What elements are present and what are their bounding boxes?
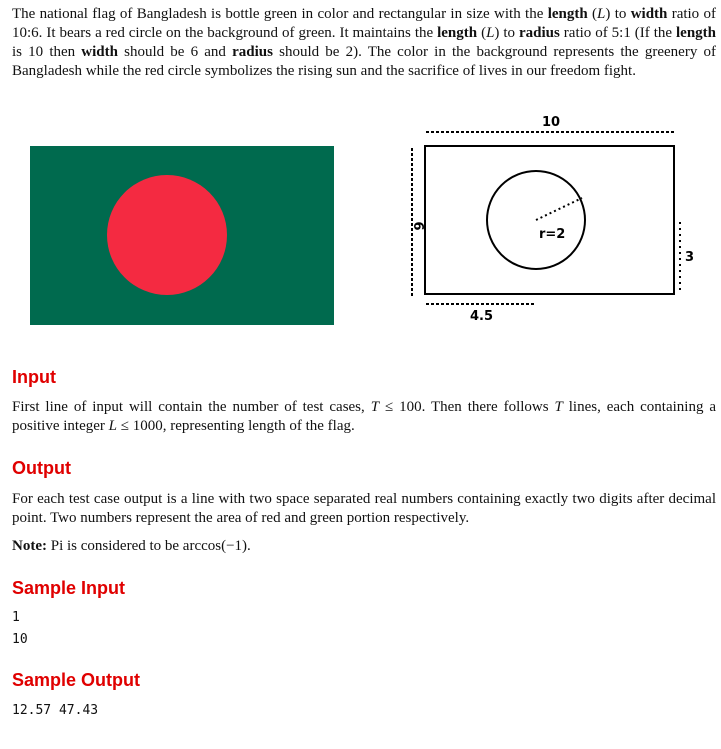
length-label: 10 bbox=[542, 115, 561, 130]
input-heading: Input bbox=[12, 367, 56, 387]
output-description: For each test case output is a line with two space separated real numbers containing exactly two digits after decimal point. Two numbers represent the area of red and green portion respectively. bbox=[12, 491, 716, 526]
sample-input-heading: Sample Input bbox=[12, 578, 126, 598]
flag-red-disc bbox=[107, 175, 227, 295]
radius-label: r=2 bbox=[539, 227, 566, 242]
width-label: 6 bbox=[410, 221, 425, 231]
intro-paragraph: The national flag of Bangladesh is bottle green in color and rectangular in size with the length (L) to width ratio of 10:6. It bears a red circle on the background of green. It maintains the length (L) to radius ratio of 5:1 (If the length is 10 then width should be 6 and radius should be 2). The color in the background represents the greenery of Bangladesh while the red circle symbolizes the rising sun and the sacrifice of lives in our freedom fight. bbox=[12, 6, 717, 79]
output-heading: Output bbox=[12, 458, 71, 478]
flag-dimension-diagram bbox=[396, 108, 706, 328]
bangladesh-flag bbox=[30, 146, 334, 325]
radius-line bbox=[536, 198, 582, 220]
sample-input-block: 1 10 bbox=[12, 610, 28, 647]
center-offset-label: 4.5 bbox=[470, 309, 494, 324]
flag-outline bbox=[425, 146, 674, 294]
sample-output-block: 12.57 47.43 bbox=[12, 703, 99, 718]
note-paragraph: Note: Pi is considered to be arccos(−1). bbox=[12, 538, 251, 554]
input-description: First line of input will contain the number of test cases, T ≤ 100. Then there follows T lines, each containing a positive integer L ≤ 1000, representing length of the flag. bbox=[12, 399, 717, 434]
half-width-label: 3 bbox=[685, 250, 695, 265]
sample-output-heading: Sample Output bbox=[12, 670, 141, 690]
